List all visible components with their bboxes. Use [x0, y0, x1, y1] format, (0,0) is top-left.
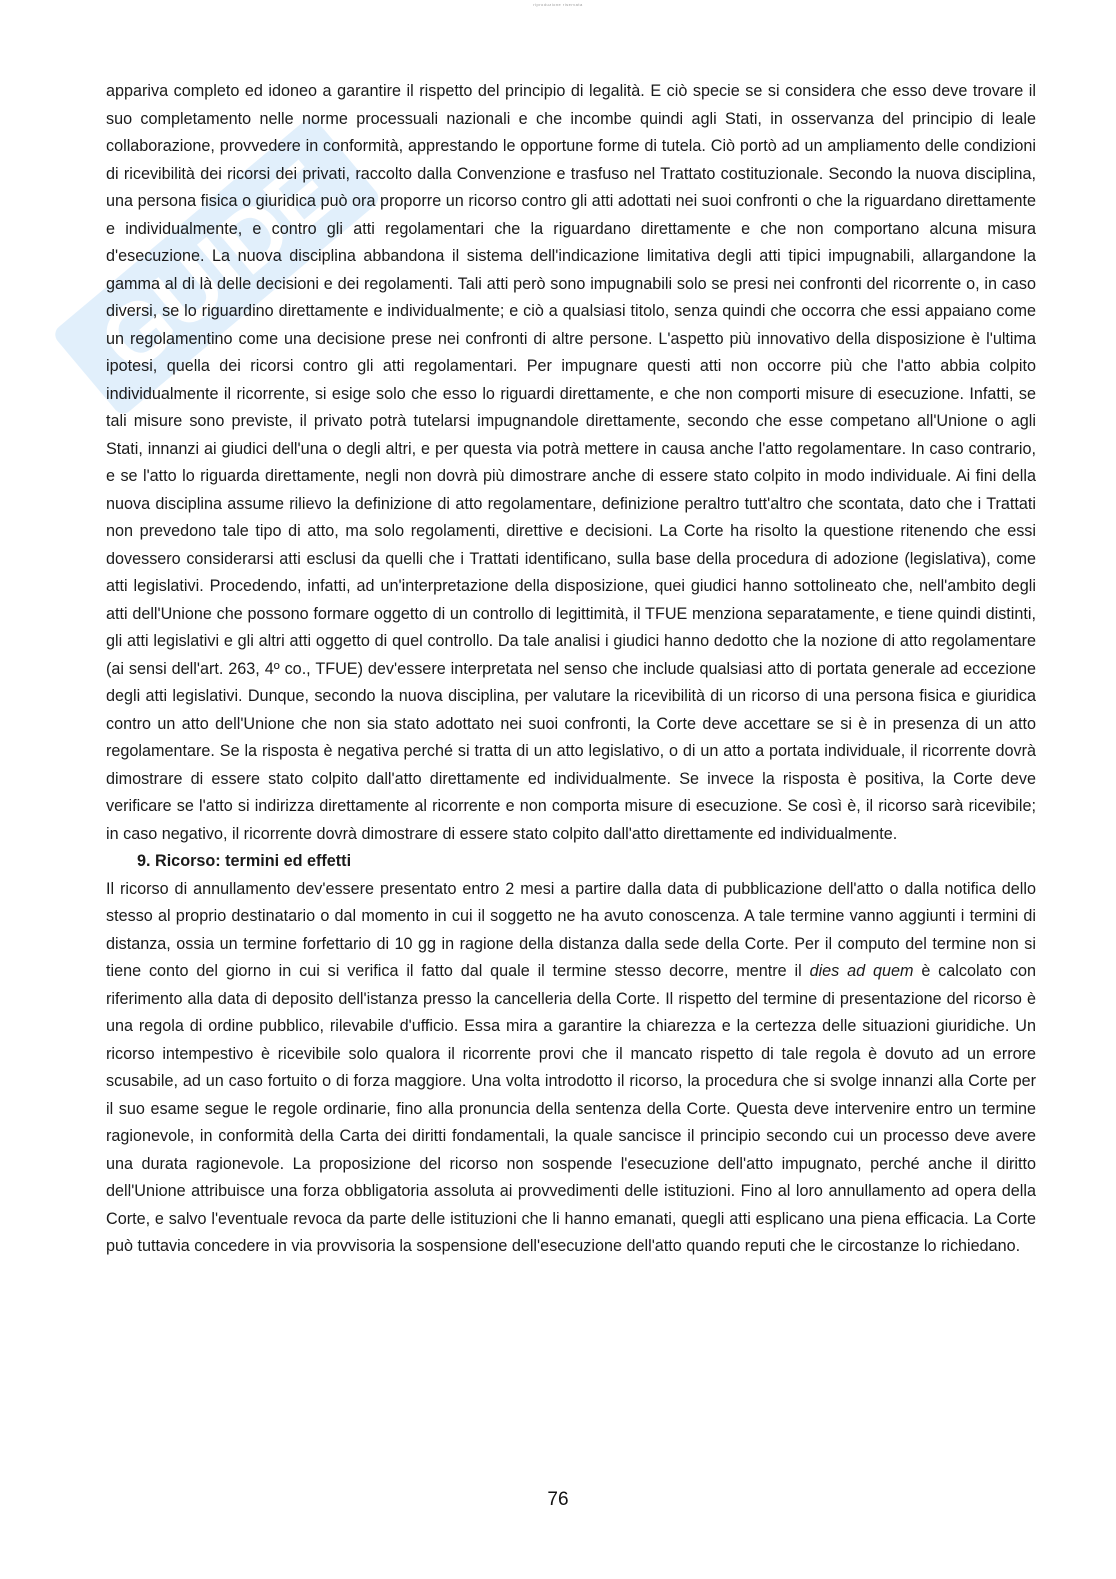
paragraph-2-italic: dies ad quem [809, 962, 914, 980]
document-body [106, 78, 1036, 1261]
section-heading: 9. Ricorso: termini ed effetti [137, 852, 352, 870]
body-paragraph-1: appariva completo ed idoneo a garantire il rispetto del principio di legalità. E ciò specie se si considera che esso deve trovare il suo completamento nelle norme processuali nazionali e che incombe quindi agli Stati, in osservanza del principio di leale collaborazione, provvedere in conformità, apprestando le opportune forme di tutela. Ciò portò ad un ampliamento delle condizioni di ricevibilità dei ricorsi dei privati, raccolto dalla Convenzione e trasfuso nel Trattato costituzionale. Secondo la nuova disciplina, una persona fisica o giuridica può ora proporre un ricorso contro gli atti adottati nei suoi confronti o che la riguardano direttamente e individualmente, e contro gli atti regolamentari che la riguardano direttamente e che non comportano alcuna misura d'esecuzione. La nuova disciplina abbandona il sistema dell'indicazione limitativa degli atti tipici impugnabili, allargandone la gamma al di là delle decisioni e dei regolamenti. Tali atti però sono impugnabili solo se presi nei confronti del ricorrente o, in caso diversi, se lo riguardino direttamente e individualmente; e ciò a qualsiasi titolo, senza quindi che occorra che essi appaiano come un regolamentino come una decisione prese nei confronti di altre persone. L'aspetto più innovativo della disposizione è l'ultima ipotesi, quella dei ricorsi contro gli atti regolamentari. Per impugnare questi atti non occorre più che l'atto abbia colpito individualmente il ricorrente, si esige solo che esso lo riguardi direttamente, e che non comporti misure di esecuzione. Infatti, se tali misure sono previste, il privato potrà tutelarsi impugnandole direttamente, secondo che esse competano all'Unione o agli Stati, innanzi ai giudici dell'una o degli altri, e per questa via potrà mettere in causa anche l'atto regolamentare. In caso contrario, e se l'atto lo riguarda direttamente, negli non dovrà più dimostrare anche di essere stato colpito in modo individuale. Ai fini della nuova disciplina assume rilievo la definizione di atto regolamentare, definizione peraltro tutt'altro che scontata, dato che i Trattati non prevedono tale tipo di atto, ma solo regolamenti, direttive e decisioni. La Corte ha risolto la questione ritenendo che essi dovessero considerarsi atti esclusi da quelli che i Trattati identificano, sulla base della procedura di adozione (legislativa), come atti legislativi. Procedendo, infatti, ad un'interpretazione della disposizione, quei giudici hanno sottolineato che, nell'ambito degli atti dell'Unione che possono formare oggetto di un controllo di legittimità, il TFUE menziona separatamente, e tiene quindi distinti, gli atti legislativi e gli altri atti oggetto di quel controllo. Da tale analisi i giudici hanno dedotto che la nozione di atto regolamentare (ai sensi dell'art. 263, 4º co., TFUE) dev'essere interpretata nel senso che include qualsiasi atto di portata generale ad eccezione degli atti legislativi. Dunque, secondo la nuova disciplina, per valutare la ricevibilità di un ricorso di una persona fisica e giuridica contro un atto dell'Unione che non sia stato adottato nei suoi confronti, la Corte deve accettare se si è in presenza di un atto regolamentare. Se la risposta è negativa perché si tratta di un atto legislativo, o di un atto a portata individuale, il ricorrente dovrà dimostrare di essere stato colpito dall'atto direttamente ed individualmente. Se invece la risposta è positiva, la Corte deve verificare se l'atto si indirizza direttamente al ricorrente e non comporta misure di esecuzione. Se così è, il ricorso sarà ricevibile; in caso negativo, il ricorrente dovrà dimostrare di essere stato colpito dall'atto direttamente ed individualmente. [106, 82, 1036, 843]
page-number: 76 [547, 1489, 569, 1510]
body-paragraph-2 [106, 876, 1036, 1261]
watermark-text: GUIDE [82, 142, 353, 392]
paragraph-2-text-b: è calcolato con riferimento alla data di deposito dell'istanza presso la cancelleria della Corte. Il rispetto del termine di presentazione del ricorso è una regola di ordine pubblico, rilevabile d'ufficio. Essa mira a garantire la chiarezza e la certezza delle situazioni giuridiche. Un ricorso intempestivo è ricevibile solo qualora il ricorrente provi che il mancato rispetto di tale regola è dovuto ad un errore scusabile, ad un caso fortuito o di forza maggiore. Una volta introdotto il ricorso, la procedura che si svolge innanzi alla Corte per il suo esame segue le regole ordinarie, fino alla pronuncia della sentenza della Corte. Questa deve intervenire entro un termine ragionevole, in conformità della Carta dei diritti fondamentali, la quale sancisce il principio secondo cui un processo deve avere una durata ragionevole. La proposizione del ricorso non sospende l'esecuzione dell'atto impugnato, perché anche il diritto dell'Unione attribuisce una forza obbligatoria assoluta ai provvedimenti delle istituzioni. Fino al loro annullamento ad opera della Corte, e salvo l'eventuale revoca da parte delle istituzioni che li hanno emanati, quegli atti esplicano una piena efficacia. La Corte può tuttavia concedere in via provvisoria la sospensione dell'esecuzione dell'atto quando reputi che le circostanze lo richiedano. [106, 962, 1036, 1255]
header-mark: riproduzione riservata [533, 2, 583, 7]
paragraph-2-text-a: Il ricorso di annullamento dev'essere presentato entro 2 mesi a partire dalla data di pubblicazione dell'atto o dalla notifica dello stesso al proprio destinatario o dal momento in cui il soggetto ne ha avuto conoscenza. A tale termine vanno aggiunti i termini di distanza, ossia un termine forfettario di 10 gg in ragione della distanza dalla sede della Corte. Per il computo del termine non si tiene conto del giorno in cui si verifica il fatto dal quale il termine stesso decorre, mentre il [106, 879, 1036, 980]
